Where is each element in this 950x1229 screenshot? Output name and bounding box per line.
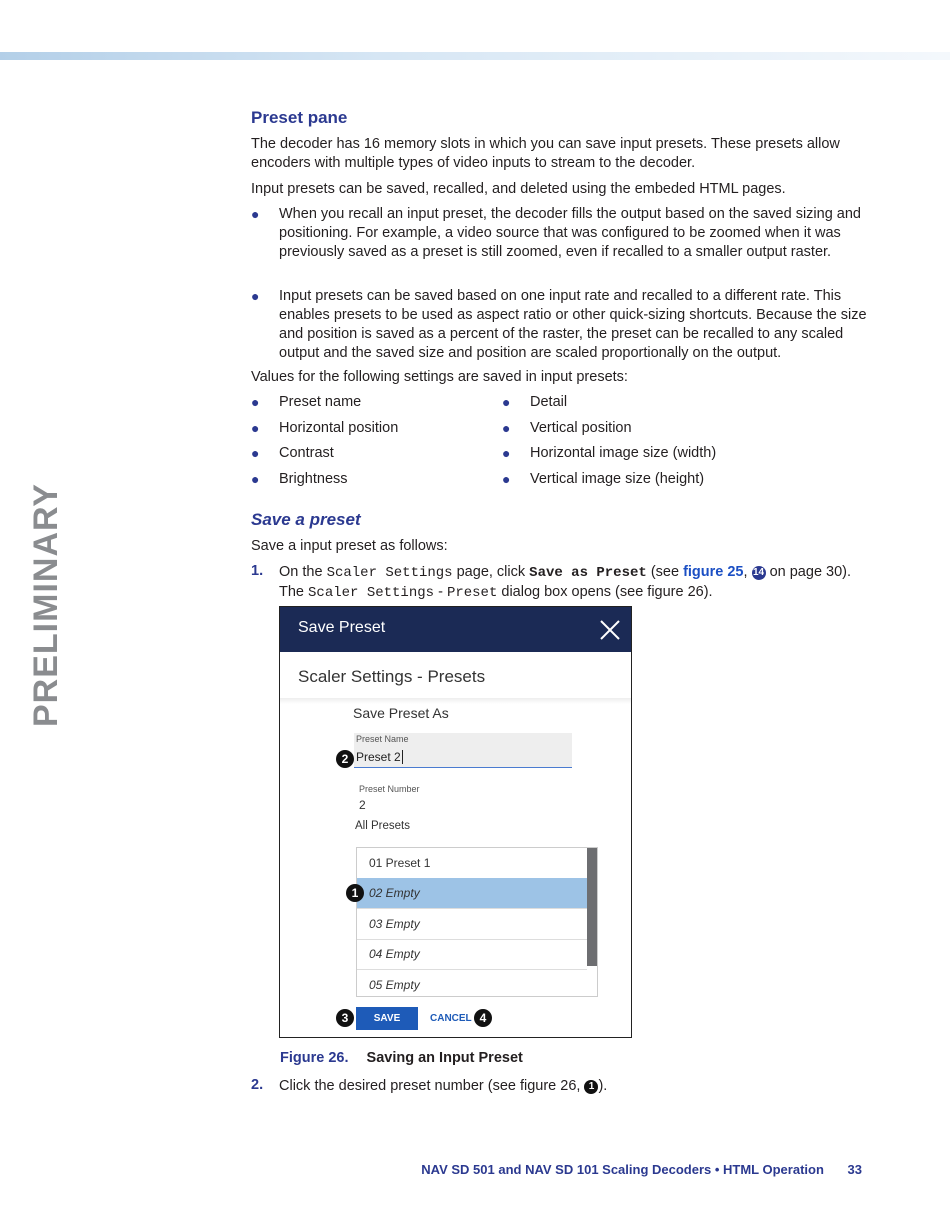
callout-2-icon: 2 [336,750,354,768]
close-icon[interactable] [599,619,621,641]
step-number: 1. [251,563,264,579]
list-item: ● Horizontal position [251,420,399,436]
step-number: 2. [251,1077,264,1093]
dialog-subtitle: Scaler Settings - Presets [298,667,486,686]
list-item: ● Preset name [251,394,362,410]
preset-row[interactable]: 01 Preset 1 [357,848,587,879]
all-presets-label: All Presets [355,820,410,832]
callout-4-icon: 4 [474,1009,492,1027]
section-label: Save Preset As [353,705,449,721]
paragraph-save-intro: Save a input preset as follows: [251,538,448,554]
bullet-icon: ● [251,445,260,461]
list-item: ● Vertical position [502,420,632,436]
preset-number-value: 2 [359,798,366,812]
list-item: ● Horizontal image size (width) [502,445,717,461]
divider [280,698,631,704]
preset-name-value: Preset 2 [356,750,401,764]
preliminary-watermark: PRELIMINARY [27,483,65,727]
paragraph-values-intro: Values for the following settings are saved in input presets: [251,369,628,385]
bullet-rate: ● Input presets can be saved based on one input rate and recalled to a different rate. This enables presets to be used as aspect ratio or other quick-sizing shortcuts. Because the size and position is saved as a percent of the raster, the preset can be recalled to any scaled output and the saved size and position are scaled proportionally on the output. [251,288,867,361]
section-heading-preset-pane: Preset pane [251,108,348,127]
bullet-icon: ● [251,288,260,304]
figure-title: Saving an Input Preset [366,1050,523,1066]
bullet-icon: ● [251,420,260,436]
paragraph-memory-slots: The decoder has 16 memory slots in which you can save input presets. These presets allow encoders with multiple types of video inputs to stream to the decoder. [251,136,840,171]
bullet-icon: ● [502,394,511,410]
bullet-icon: ● [251,471,260,487]
bullet-icon: ● [502,445,511,461]
preset-row-selected[interactable]: 02 Empty [357,878,587,909]
dialog-title: Save Preset [298,619,386,636]
section-heading-save-preset: Save a preset [251,510,361,529]
list-item: ● Vertical image size (height) [502,471,705,487]
step-2-text: Click the desired preset number (see figure 26, 1 ). [279,1078,608,1094]
scrollbar[interactable] [587,848,597,966]
page-number: 33 [847,1162,862,1177]
list-item: ● Brightness [251,471,348,487]
dialog-header [280,607,631,652]
preset-number-label: Preset Number [359,784,420,794]
preset-name-field[interactable] [354,733,572,768]
figure-caption [280,1050,523,1066]
figure-25-link[interactable]: figure 25 [683,564,744,580]
preset-name-label: Preset Name [356,734,409,744]
preset-row[interactable]: 04 Empty [357,939,587,970]
callout-1-icon: 1 [346,884,364,902]
preset-row[interactable]: 05 Empty [369,978,420,992]
save-button[interactable]: SAVE [356,1007,418,1030]
preset-row[interactable]: 03 Empty [357,909,587,940]
header-gradient-bar [0,52,950,60]
paragraph-html-pages: Input presets can be saved, recalled, and deleted using the embeded HTML pages. [251,181,786,197]
page-footer [421,1162,862,1177]
bullet-icon: ● [251,206,260,222]
footer-title: NAV SD 501 and NAV SD 101 Scaling Decoders • HTML Operation [421,1162,824,1177]
callout-3-icon: 3 [336,1009,354,1027]
bullet-recall: ● When you recall an input preset, the decoder fills the output based on the saved sizing and positioning. For example, a video source that was configured to be zoomed when it was previously saved as a preset is still zoomed, even if recalled to a smaller output raster. [251,206,861,260]
list-item: ● Contrast [251,445,334,461]
presets-list[interactable] [356,847,598,997]
bullet-icon: ● [251,394,260,410]
callout-14-icon: 14 [753,567,765,578]
step-1-text: On the Scaler Settings page, click Save as Preset (see figure 25, 14 on page 30). The Scaler Settings - Preset dialog box opens (see figure 26). [279,564,852,601]
bullet-icon: ● [502,420,511,436]
figure-label: Figure 26. [280,1050,349,1066]
bullet-icon: ● [502,471,511,487]
list-item: ● Detail [502,394,568,410]
cancel-button[interactable]: CANCEL [430,1013,472,1024]
callout-1-icon: 1 [584,1080,598,1094]
save-preset-dialog [279,606,632,1038]
